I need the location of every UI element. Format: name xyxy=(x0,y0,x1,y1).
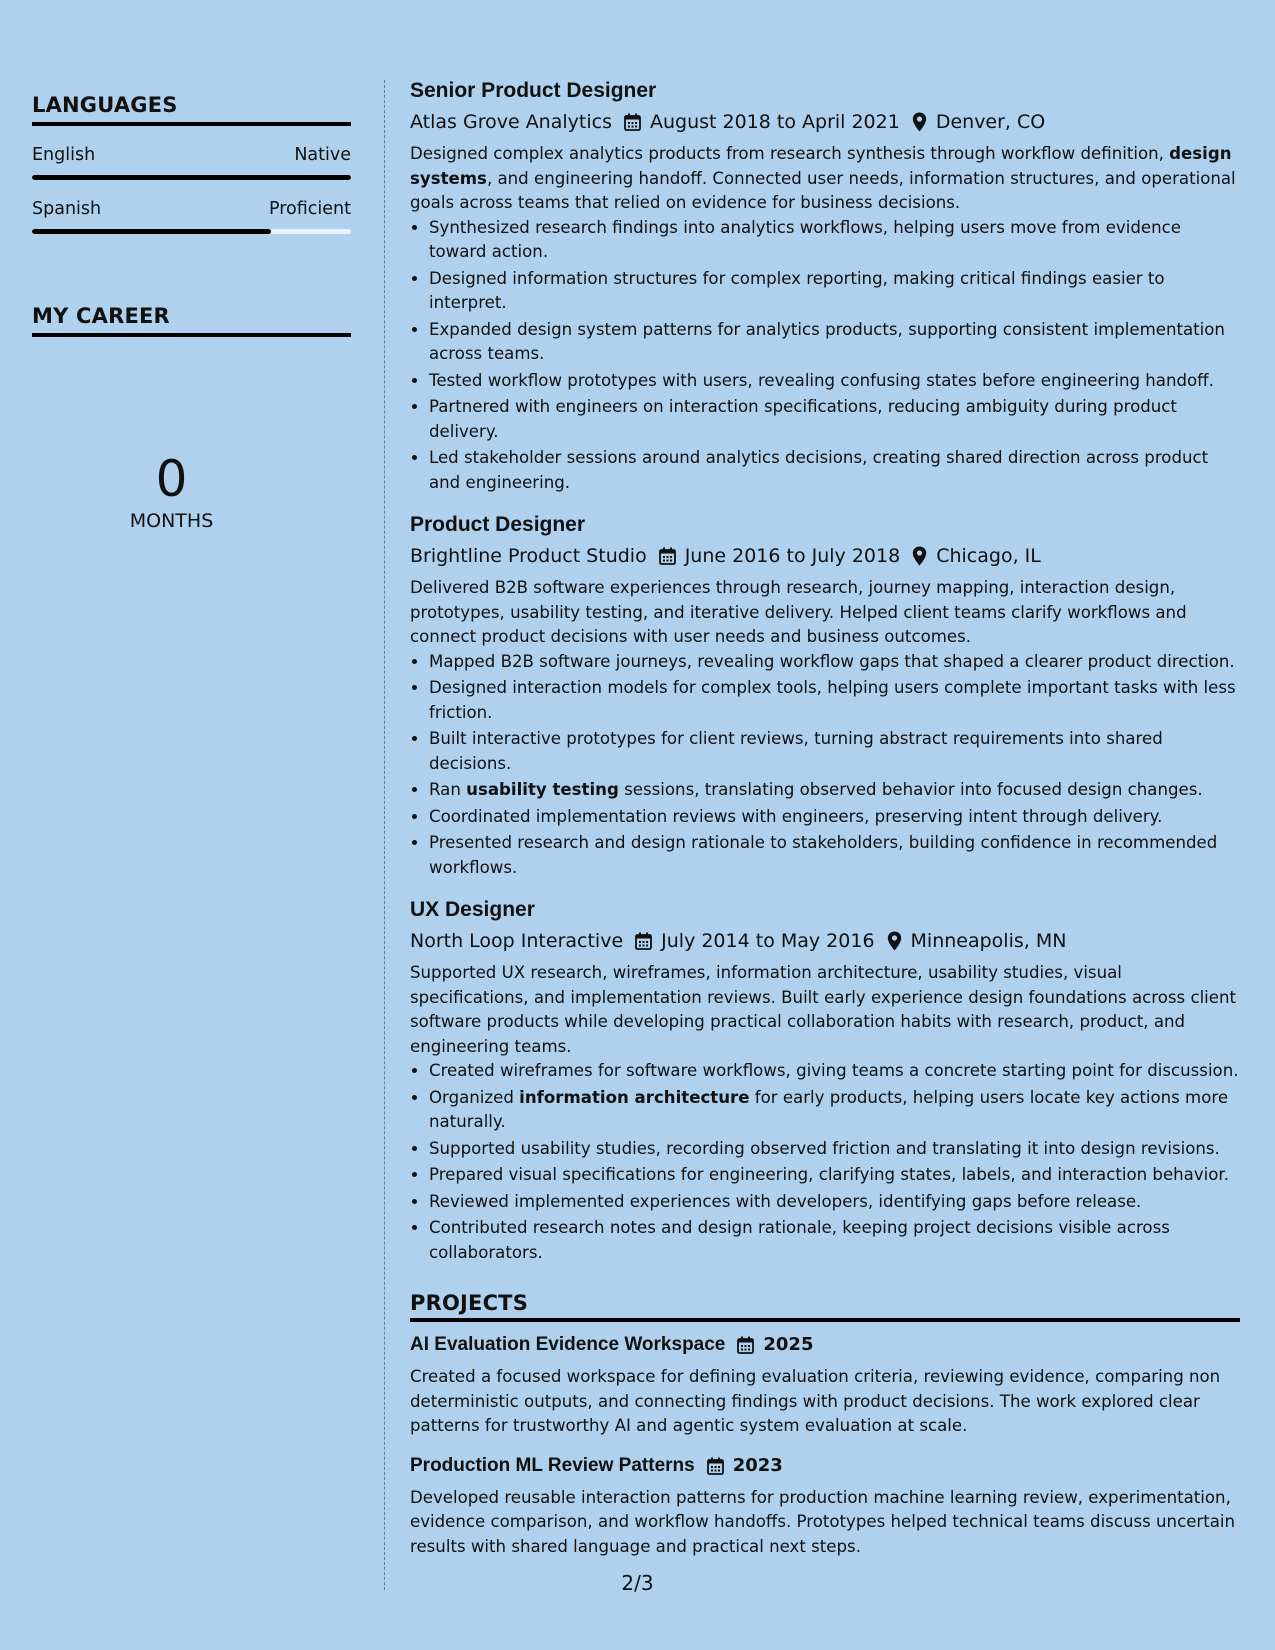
bold-keyword: information architecture xyxy=(519,1087,750,1107)
job-meta xyxy=(410,543,1240,569)
text-run: Presented research and design rationale to stakeholders, building confidence in recommended workflows. xyxy=(429,833,1218,877)
projects-section xyxy=(410,1291,1240,1559)
language-level: Native xyxy=(294,145,351,165)
language-name: Spanish xyxy=(32,199,102,219)
text-run: Led stakeholder sessions around analytics decisions, creating shared direction across product and engineering. xyxy=(429,448,1209,492)
job-bullets xyxy=(410,650,1240,881)
job-bullets xyxy=(410,1059,1240,1265)
job-meta xyxy=(410,928,1240,954)
text-run: for early products, helping users locate key actions more naturally. xyxy=(429,1087,1229,1131)
job-title: Senior Product Designer xyxy=(410,79,657,102)
job-bullets xyxy=(410,216,1240,496)
project-list xyxy=(410,1332,1240,1559)
text-run: Contributed research notes and design rationale, keeping project decisions visible across collaborators. xyxy=(429,1218,1170,1262)
bullet-item xyxy=(429,1190,1240,1215)
bullet-item xyxy=(429,267,1240,316)
text-run: Reviewed implemented experiences with developers, identifying gaps before release. xyxy=(429,1191,1142,1211)
language-bar xyxy=(32,175,351,180)
job-entry xyxy=(410,512,1240,880)
bullet-item xyxy=(429,727,1240,776)
languages-heading: LANGUAGES xyxy=(32,93,351,126)
job-entry xyxy=(410,897,1240,1265)
language-line xyxy=(32,197,351,221)
job-entry xyxy=(410,78,1240,495)
text-run: Supported usability studies, recording observed friction and translating it into design revisions. xyxy=(429,1138,1220,1158)
text-run: sessions, translating observed behavior into focused design changes. xyxy=(618,780,1203,799)
bullet-item xyxy=(429,778,1240,803)
bullet-item xyxy=(429,831,1240,880)
text-run: Ran xyxy=(429,780,467,799)
language-line xyxy=(32,143,351,167)
column-divider xyxy=(384,80,385,1590)
job-dates: July 2014 to May 2016 xyxy=(661,930,875,952)
text-run: Mapped B2B software journeys, revealing workflow gaps that shaped a clearer product direction. xyxy=(429,651,1235,671)
bullet-item xyxy=(429,216,1240,265)
calendar-icon xyxy=(624,113,641,131)
project-title: AI Evaluation Evidence Workspace xyxy=(410,1334,726,1355)
project-description: Developed reusable interaction patterns for production machine learning review, experimentation, evidence comparison, and workflow handoffs. Prototypes helped technical teams discuss uncertain results with shared language and practical next steps. xyxy=(410,1487,1236,1556)
job-dates: August 2018 to April 2021 xyxy=(649,111,900,133)
bold-keyword: usability testing xyxy=(466,780,619,799)
bullet-item xyxy=(429,1059,1240,1084)
job-meta xyxy=(410,109,1240,135)
language-name: English xyxy=(32,145,96,165)
calendar-icon xyxy=(635,932,652,950)
project-title-row xyxy=(410,1332,1240,1358)
text-run: , and engineering handoff. Connected user needs, information structures, and operational goals across teams that relied on evidence for business decisions. xyxy=(410,168,1236,212)
job-description xyxy=(410,961,1240,1059)
bullet-item xyxy=(429,1086,1240,1135)
text-run: Built interactive prototypes for client reviews, turning abstract requirements into shared decisions. xyxy=(429,729,1163,773)
career-count: 0 xyxy=(155,450,188,508)
bullet-item xyxy=(429,318,1240,367)
career-unit: MONTHS xyxy=(129,510,214,532)
text-run: Synthesized research findings into analytics workflows, helping users move from evidence toward action. xyxy=(429,217,1181,261)
job-location: Denver, CO xyxy=(935,111,1046,133)
calendar-icon xyxy=(707,1457,724,1475)
project-title: Production ML Review Patterns xyxy=(410,1454,695,1476)
project-year: 2025 xyxy=(763,1334,814,1355)
text-run: Created wireframes for software workflows, giving teams a concrete starting point for discussion. xyxy=(429,1061,1239,1080)
language-bar-fill xyxy=(32,229,271,234)
text-run: Designed complex analytics products from research synthesis through workflow definition, xyxy=(410,144,1170,163)
experience-list xyxy=(410,78,1240,1265)
company-name: Atlas Grove Analytics xyxy=(410,111,612,133)
calendar-icon xyxy=(659,547,676,565)
job-location: Chicago, IL xyxy=(936,545,1041,567)
language-row xyxy=(32,197,351,234)
language-bar-fill xyxy=(32,175,351,180)
text-run: Tested workflow prototypes with users, revealing confusing states before engineering handoff. xyxy=(429,370,1214,390)
bullet-item xyxy=(429,1163,1240,1188)
job-title: Product Designer xyxy=(410,513,586,536)
main-column xyxy=(410,78,1240,1559)
job-description xyxy=(410,142,1240,216)
bold-keyword: design systems xyxy=(410,144,1232,188)
project-year: 2023 xyxy=(732,1454,783,1476)
location-pin-icon xyxy=(912,546,927,566)
company-name: North Loop Interactive xyxy=(410,930,624,952)
bullet-item xyxy=(429,1216,1240,1265)
job-title: UX Designer xyxy=(410,898,535,921)
project-description: Created a focused workspace for defining evaluation criteria, reviewing evidence, comparing non deterministic outputs, and connecting findings with product decisions. The work explored clear patterns for trustworthy AI and agentic system evaluation at scale. xyxy=(410,1367,1221,1435)
bullet-item xyxy=(429,805,1240,830)
bullet-item xyxy=(429,1137,1240,1162)
project-entry xyxy=(410,1453,1240,1560)
text-run: Expanded design system patterns for analytics products, supporting consistent implementation across teams. xyxy=(429,319,1225,363)
language-level: Proficient xyxy=(269,199,351,219)
bullet-item xyxy=(429,395,1240,444)
text-run: Organized xyxy=(429,1087,520,1107)
project-title-row xyxy=(410,1453,1240,1479)
bullet-item xyxy=(429,650,1240,675)
language-bar xyxy=(32,229,351,234)
text-run: Supported UX research, wireframes, information architecture, usability studies, visual specifications, and implementation reviews. Built early experience design foundations across client software products while developing practical collaboration habits with research, product, and engineering teams. xyxy=(410,963,1237,1056)
projects-heading: PROJECTS xyxy=(410,1291,1240,1322)
location-pin-icon xyxy=(887,931,902,951)
project-entry xyxy=(410,1332,1240,1439)
language-row xyxy=(32,143,351,180)
sidebar xyxy=(32,93,351,533)
calendar-icon xyxy=(737,1336,754,1354)
location-pin-icon xyxy=(912,112,927,132)
career-duration xyxy=(32,450,351,533)
text-run: Coordinated implementation reviews with engineers, preserving intent through delivery. xyxy=(429,806,1163,826)
text-run: Partnered with engineers on interaction specifications, reducing ambiguity during product delivery. xyxy=(429,397,1177,441)
bullet-item xyxy=(429,369,1240,394)
company-name: Brightline Product Studio xyxy=(410,545,647,567)
text-run: Designed information structures for complex reporting, making critical findings easier to interpret. xyxy=(429,268,1165,312)
bullet-item xyxy=(429,676,1240,725)
job-dates: June 2016 to July 2018 xyxy=(684,545,901,567)
job-description xyxy=(410,576,1240,650)
bullet-item xyxy=(429,446,1240,495)
language-list xyxy=(32,143,351,234)
job-location: Minneapolis, MN xyxy=(910,930,1067,952)
text-run: Designed interaction models for complex tools, helping users complete important tasks with less friction. xyxy=(429,678,1236,722)
page-number: 2/3 xyxy=(621,1571,654,1595)
text-run: Delivered B2B software experiences through research, journey mapping, interaction design, prototypes, usability testing, and iterative delivery. Helped client teams clarify workflows and connect product decisions with user needs and business outcomes. xyxy=(410,578,1187,646)
text-run: Prepared visual specifications for engineering, clarifying states, labels, and interaction behavior. xyxy=(429,1165,1229,1184)
career-heading: MY CAREER xyxy=(32,304,351,337)
